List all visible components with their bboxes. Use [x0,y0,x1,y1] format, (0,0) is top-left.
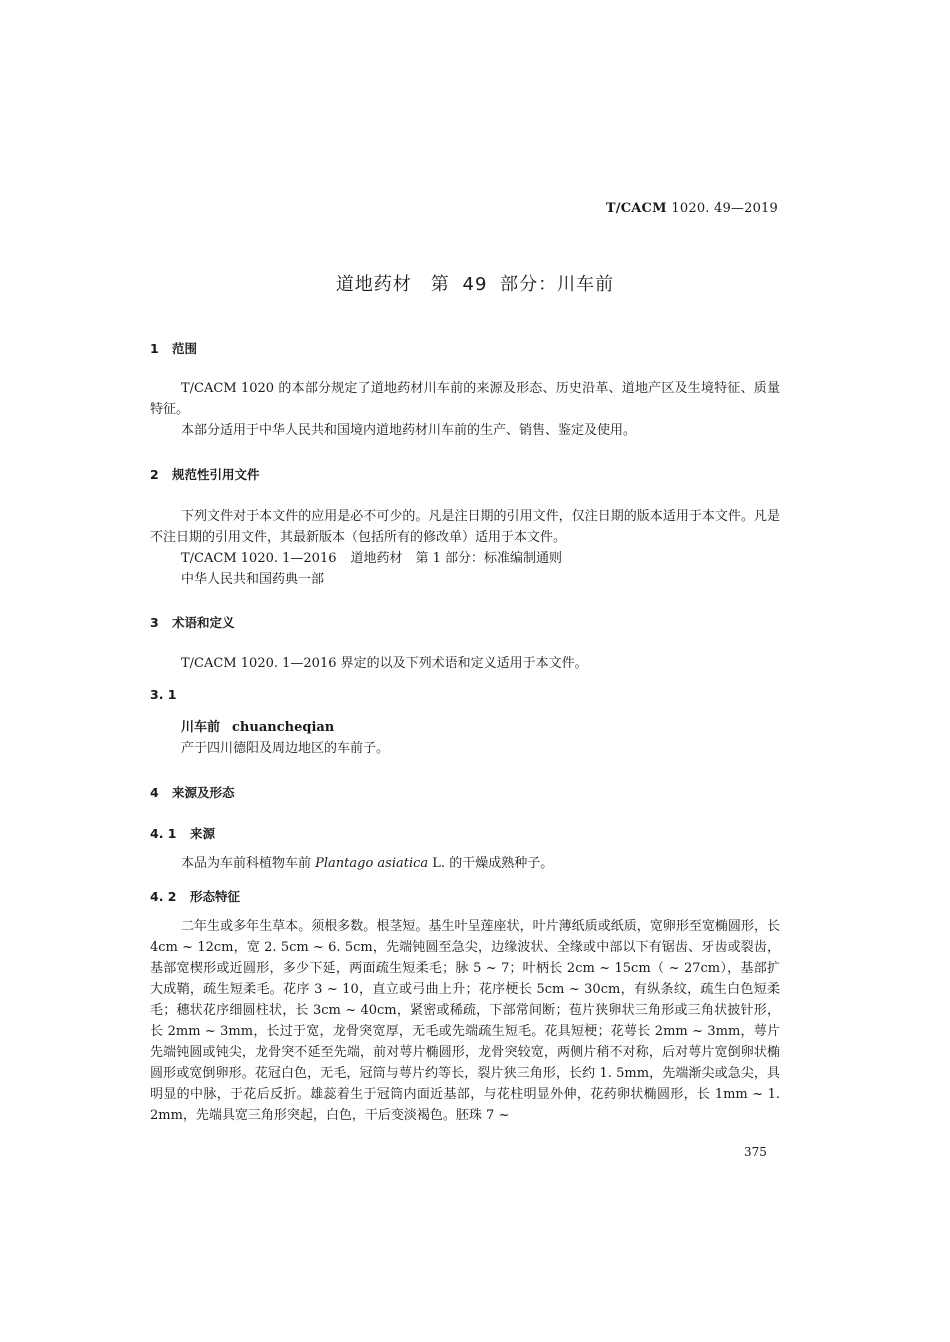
section-2-heading [150,465,260,483]
section-3-heading [150,613,235,631]
section-2-title: 规范性引用文件 [172,467,260,482]
standard-number: 1020. 49—2019 [671,201,778,216]
subsection-4-1-number: 4. 1 [150,826,177,841]
term-entry [181,717,334,738]
subsection-4-1-title: 来源 [190,826,216,841]
section-2-number: 2 [150,467,159,482]
standard-code [606,201,778,216]
source-text-before: 本品为车前科植物车前 [181,856,316,871]
subsection-3-1-number: 3. 1 [150,687,177,702]
section-1-heading [150,339,197,357]
standard-prefix: T/CACM [605,201,667,216]
section-1-title: 范围 [172,341,198,356]
section-1-paragraph-2: 本部分适用于中华人民共和国境内道地药材川车前的生产、销售、鉴定及使用。 [181,423,637,438]
term-definition: 产于四川德阳及周边地区的车前子。 [181,741,390,756]
section-1-paragraph-1: T/CACM 1020 的本部分规定了道地药材川车前的来源及形态、历史沿革、道地产区及生境特征、质量特征。 [150,381,780,417]
reference-2: 中华人民共和国药典一部 [181,572,325,587]
reference-1-code: T/CACM 1020. 1—2016 [181,551,337,566]
section-4-title: 来源及形态 [172,785,235,800]
section-3-paragraph-1: T/CACM 1020. 1—2016 界定的以及下列术语和定义适用于本文件。 [181,656,588,671]
term-english: chuancheqian [232,720,335,735]
subsection-4-1-heading [150,824,215,842]
source-text-after: L. 的干燥成熟种子。 [428,856,554,871]
subsection-4-2-heading [150,887,240,905]
source-latin-name: Plantago asiatica [315,856,429,871]
subsection-4-2-number: 4. 2 [150,889,177,904]
section-4-number: 4 [150,785,159,800]
page-number: 375 [744,1145,767,1159]
term-chinese: 川车前 [181,720,221,735]
document-title: 道地药材 第 49 部分：川车前 [335,274,615,295]
source-paragraph [181,853,553,874]
reference-1-title: 道地药材 第 1 部分：标准编制通则 [350,551,563,566]
section-1-number: 1 [150,341,159,356]
section-3-title: 术语和定义 [172,615,235,630]
section-4-heading [150,783,235,801]
section-3-number: 3 [150,615,159,630]
section-2-paragraph-1: 下列文件对于本文件的应用是必不可少的。凡是注日期的引用文件，仅注日期的版本适用于本文件。凡是不注日期的引用文件，其最新版本（包括所有的修改单）适用于本文件。 [150,509,780,545]
morphology-paragraph: 二年生或多年生草本。须根多数。根茎短。基生叶呈莲座状，叶片薄纸质或纸质，宽卵形至宽椭圆形，长 4cm ~ 12cm，宽 2. 5cm ~ 6. 5cm，先端钝圆至急尖，边缘波状、全缘或中部以下有锯齿、牙齿或裂齿，基部宽楔形或近圆形，多少下延，两面疏生短柔毛；脉 5 ~ 7；叶柄长 2cm ~ 15cm（ ~ 27cm），基部扩大成鞘，疏生短柔毛。花序 3 ~ 10，直立或弓曲上升；花序梗长 5cm ~ 30cm，有纵条纹，疏生白色短柔毛；穗状花序细圆柱状，长 3cm ~ 40cm，紧密或稀疏，下部常间断；苞片狭卵状三角形或三角状披针形，长 2mm ~ 3mm，长过于宽，龙骨突宽厚，无毛或先端疏生短毛。花具短梗；花萼长 2mm ~ 3mm，萼片先端钝圆或钝尖，龙骨突不延至先端，前对萼片椭圆形，龙骨突较宽，两侧片稍不对称，后对萼片宽倒卵状椭圆形或宽倒卵形。花冠白色，无毛，冠筒与萼片约等长，裂片狭三角形，长约 1. 5mm，先端渐尖或急尖，具明显的中脉，于花后反折。雄蕊着生于冠筒内面近基部，与花柱明显外伸，花药卵状椭圆形，长 1mm ~ 1. 2mm，先端具宽三角形突起，白色，干后变淡褐色。胚珠 7 ~ [150,919,780,1123]
reference-1 [181,548,562,569]
subsection-4-2-title: 形态特征 [190,889,241,904]
